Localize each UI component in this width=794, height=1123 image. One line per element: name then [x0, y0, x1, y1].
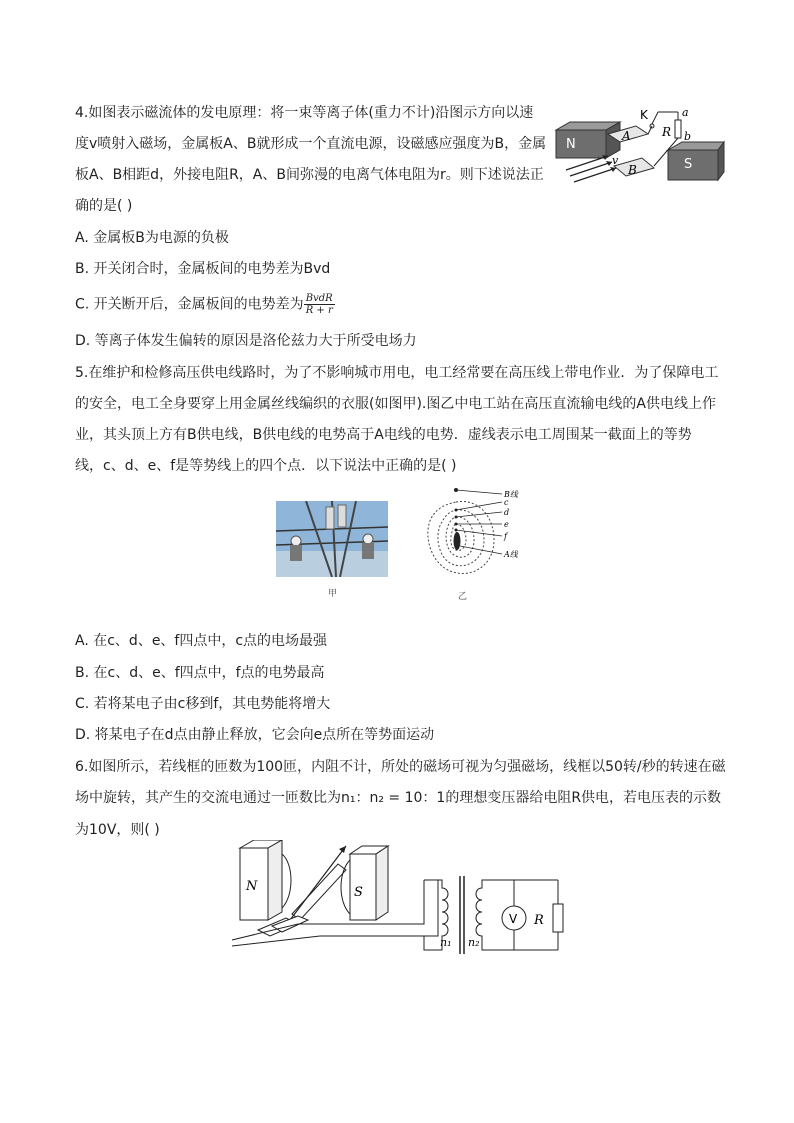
q4-line-4: 确的是( ) [75, 198, 133, 214]
label-R-q6: R [534, 913, 544, 928]
label-A-wire: A线 [504, 550, 518, 559]
label-S: S [684, 157, 693, 172]
label-b: b [684, 130, 692, 143]
label-R: R [662, 125, 672, 139]
q5-option-b: B. 在c、d、e、f四点中，f点的电势最高 [75, 665, 325, 681]
q6-line-2: 场中旋转，其产生的交流电通过一匝数比为n₁：n₂ = 10：1的理想变压器给电阻R供电，若电压表的示数 [75, 790, 722, 806]
label-n2: n₂ [468, 936, 480, 949]
label-B: B [628, 163, 637, 177]
label-S-pole: S [354, 885, 363, 900]
q5-caption-yi: 乙 [458, 592, 468, 602]
q4-line-1: 4.如图表示磁流体的发电原理：将一束等离子体(重力不计)沿图示方向以速 [75, 105, 534, 121]
q4-option-c [75, 293, 335, 316]
label-a: a [682, 106, 689, 119]
q5-photo-jia [276, 501, 388, 577]
label-A: A [622, 129, 631, 143]
label-B-wire: B线 [504, 490, 518, 499]
q5-caption-jia: 甲 [328, 589, 338, 599]
q4-option-c-text: C. 开关断开后，金属板间的电势差为 [75, 296, 304, 313]
worker-shape [454, 532, 461, 550]
label-K: K [640, 108, 648, 122]
q5-line-1: 5.在维护和检修高压供电线路时，为了不影响城市用电，电工经常要在高压线上带电作业．为了保障电工 [75, 365, 719, 381]
label-N-pole: N [246, 879, 258, 894]
q4-option-a: A. 金属板B为电源的负极 [75, 230, 229, 246]
label-e: e [504, 520, 509, 529]
label-c: c [504, 498, 509, 507]
label-f: f [504, 532, 507, 541]
label-V: V [509, 912, 518, 926]
q6-circuit-figure [228, 840, 573, 968]
q5-line-4: 线，c、d、e、f是等势线上的四个点．以下说法中正确的是( ) [75, 458, 457, 474]
q4-option-d: D. 等离子体发生偏转的原因是洛伦兹力大于所受电场力 [75, 333, 417, 349]
q5-line-3: 业，其头顶上方有B供电线，B供电线的电势高于A电线的电势．虚线表示电工周围某一截面上的等势 [75, 427, 692, 443]
q4-generator-figure [548, 104, 728, 190]
s-magnet-shape [668, 150, 718, 180]
q5-equipotential-diagram [416, 484, 536, 584]
n-magnet-shape [556, 130, 606, 158]
q5-option-c: C. 若将某电子由c移到f，其电势能将增大 [75, 696, 331, 712]
label-d: d [504, 508, 510, 517]
resistor-R-q6 [553, 904, 563, 932]
q4-fraction-numerator: BvdR [304, 293, 335, 305]
resistor-R [675, 120, 681, 138]
q5-option-a: A. 在c、d、e、f四点中，c点的电场最强 [75, 633, 328, 649]
q4-fraction-denominator: R + r [305, 305, 333, 316]
q4-line-3: 板A、B相距d，外接电阻R，A、B间弥漫的电离气体电阻为r。则下述说法正 [75, 167, 544, 183]
q6-line-3: 为10V，则( ) [75, 822, 160, 838]
label-v: v [612, 154, 619, 167]
q6-line-1: 6.如图所示，若线框的匝数为100匝，内阻不计，所处的磁场可视为匀强磁场，线框以50转/秒的转速在磁 [75, 759, 726, 775]
q4-line-2: 度v喷射入磁场，金属板A、B就形成一个直流电源，设磁感应强度为B，金属 [75, 136, 547, 152]
q4-option-b: B. 开关闭合时，金属板间的电势差为Bvd [75, 261, 331, 277]
q4-fraction [304, 293, 335, 316]
q5-option-d: D. 将某电子在d点由静止释放，它会向e点所在等势面运动 [75, 727, 435, 743]
label-N: N [566, 137, 576, 152]
q5-line-2: 的安全，电工全身要穿上用金属丝线编织的衣服(如图甲).图乙中电工站在高压直流输电线的A供电线上作 [75, 396, 716, 412]
label-n1: n₁ [440, 936, 452, 949]
